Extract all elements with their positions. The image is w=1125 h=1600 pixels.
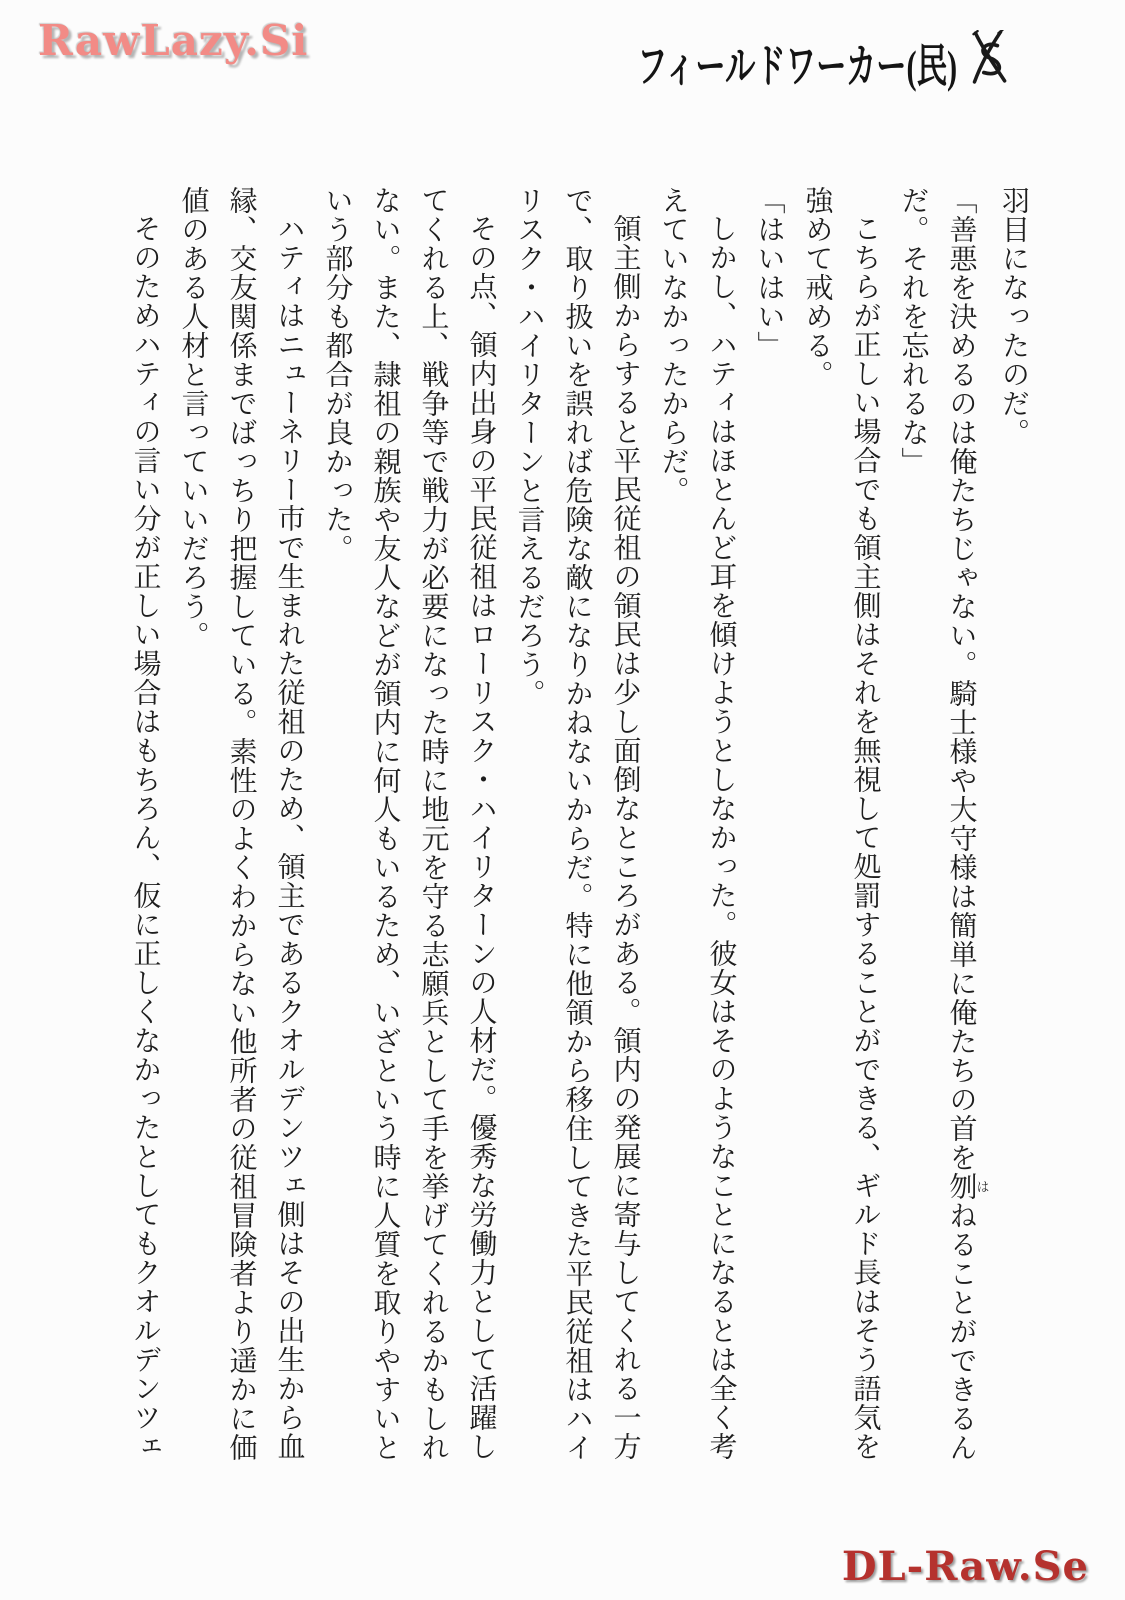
chapter-title: フィールドワーカー(民)	[636, 41, 957, 92]
paragraph: 領主側からすると平民従祖の領民は少し面倒なところがある。領内の発展に寄与してくれる一方で、取り扱いを誤れば危険な敵になりかねないからだ。特に他領から移住してきた平民従祖はハイリスク・ハイリターンと言えるだろう。	[513, 186, 641, 1462]
paragraph: しかし、ハティはほとんど耳を傾けようとしなかった。彼女はそのようなことになるとは全く考えていなかったからだ。	[657, 186, 737, 1461]
paragraph: そのためハティの言い分が正しい場合はもちろん、仮に正しくなかったとしてもクオルデンツェ	[129, 214, 161, 1461]
paragraph: その点、領内出身の平民従祖はローリスク・ハイリターンの人材だ。優秀な労働力として活躍してくれる上、戦争等で戦力が必要になった時に地元を守る志願兵として手を挙げてくれるかもしれない。また、隷祖の親族や友人などが領内に何人もいるため、いざという時に人質を取りやすいという部分も都合が良かった。	[321, 186, 497, 1462]
watermark-top-left: RawLazy.Si	[38, 16, 309, 65]
paragraph: 「善悪を決めるのは俺たちじゃない。騎士様や大守様は簡単に俺たちの首を刎はねることができるんだ。それを忘れるな」	[897, 186, 990, 1462]
watermark-bottom-right: DL-Raw.Se	[841, 1543, 1089, 1590]
paragraph: 「はいはい」	[753, 186, 785, 360]
paragraph: 羽目になったのだ。	[998, 186, 1029, 447]
crossed-quills-ornament-icon	[963, 30, 1013, 84]
paragraph: こちらが正しい場合でも領主側はそれを無視して処罰することができる、ギルド長はそう語気を強めて戒める。	[801, 186, 881, 1461]
furigana-ruby: 刎は	[945, 1172, 990, 1201]
paragraph: ハティはニューネリー市で生まれた従祖のため、領主であるクオルデンツェ側はその出生から血縁、交友関係までばっちり把握している。素性のよくわからない他所者の従祖冒険者より遥かに価値のある人材と言っていいだろう。	[177, 186, 305, 1462]
text-columns	[103, 186, 1037, 1468]
